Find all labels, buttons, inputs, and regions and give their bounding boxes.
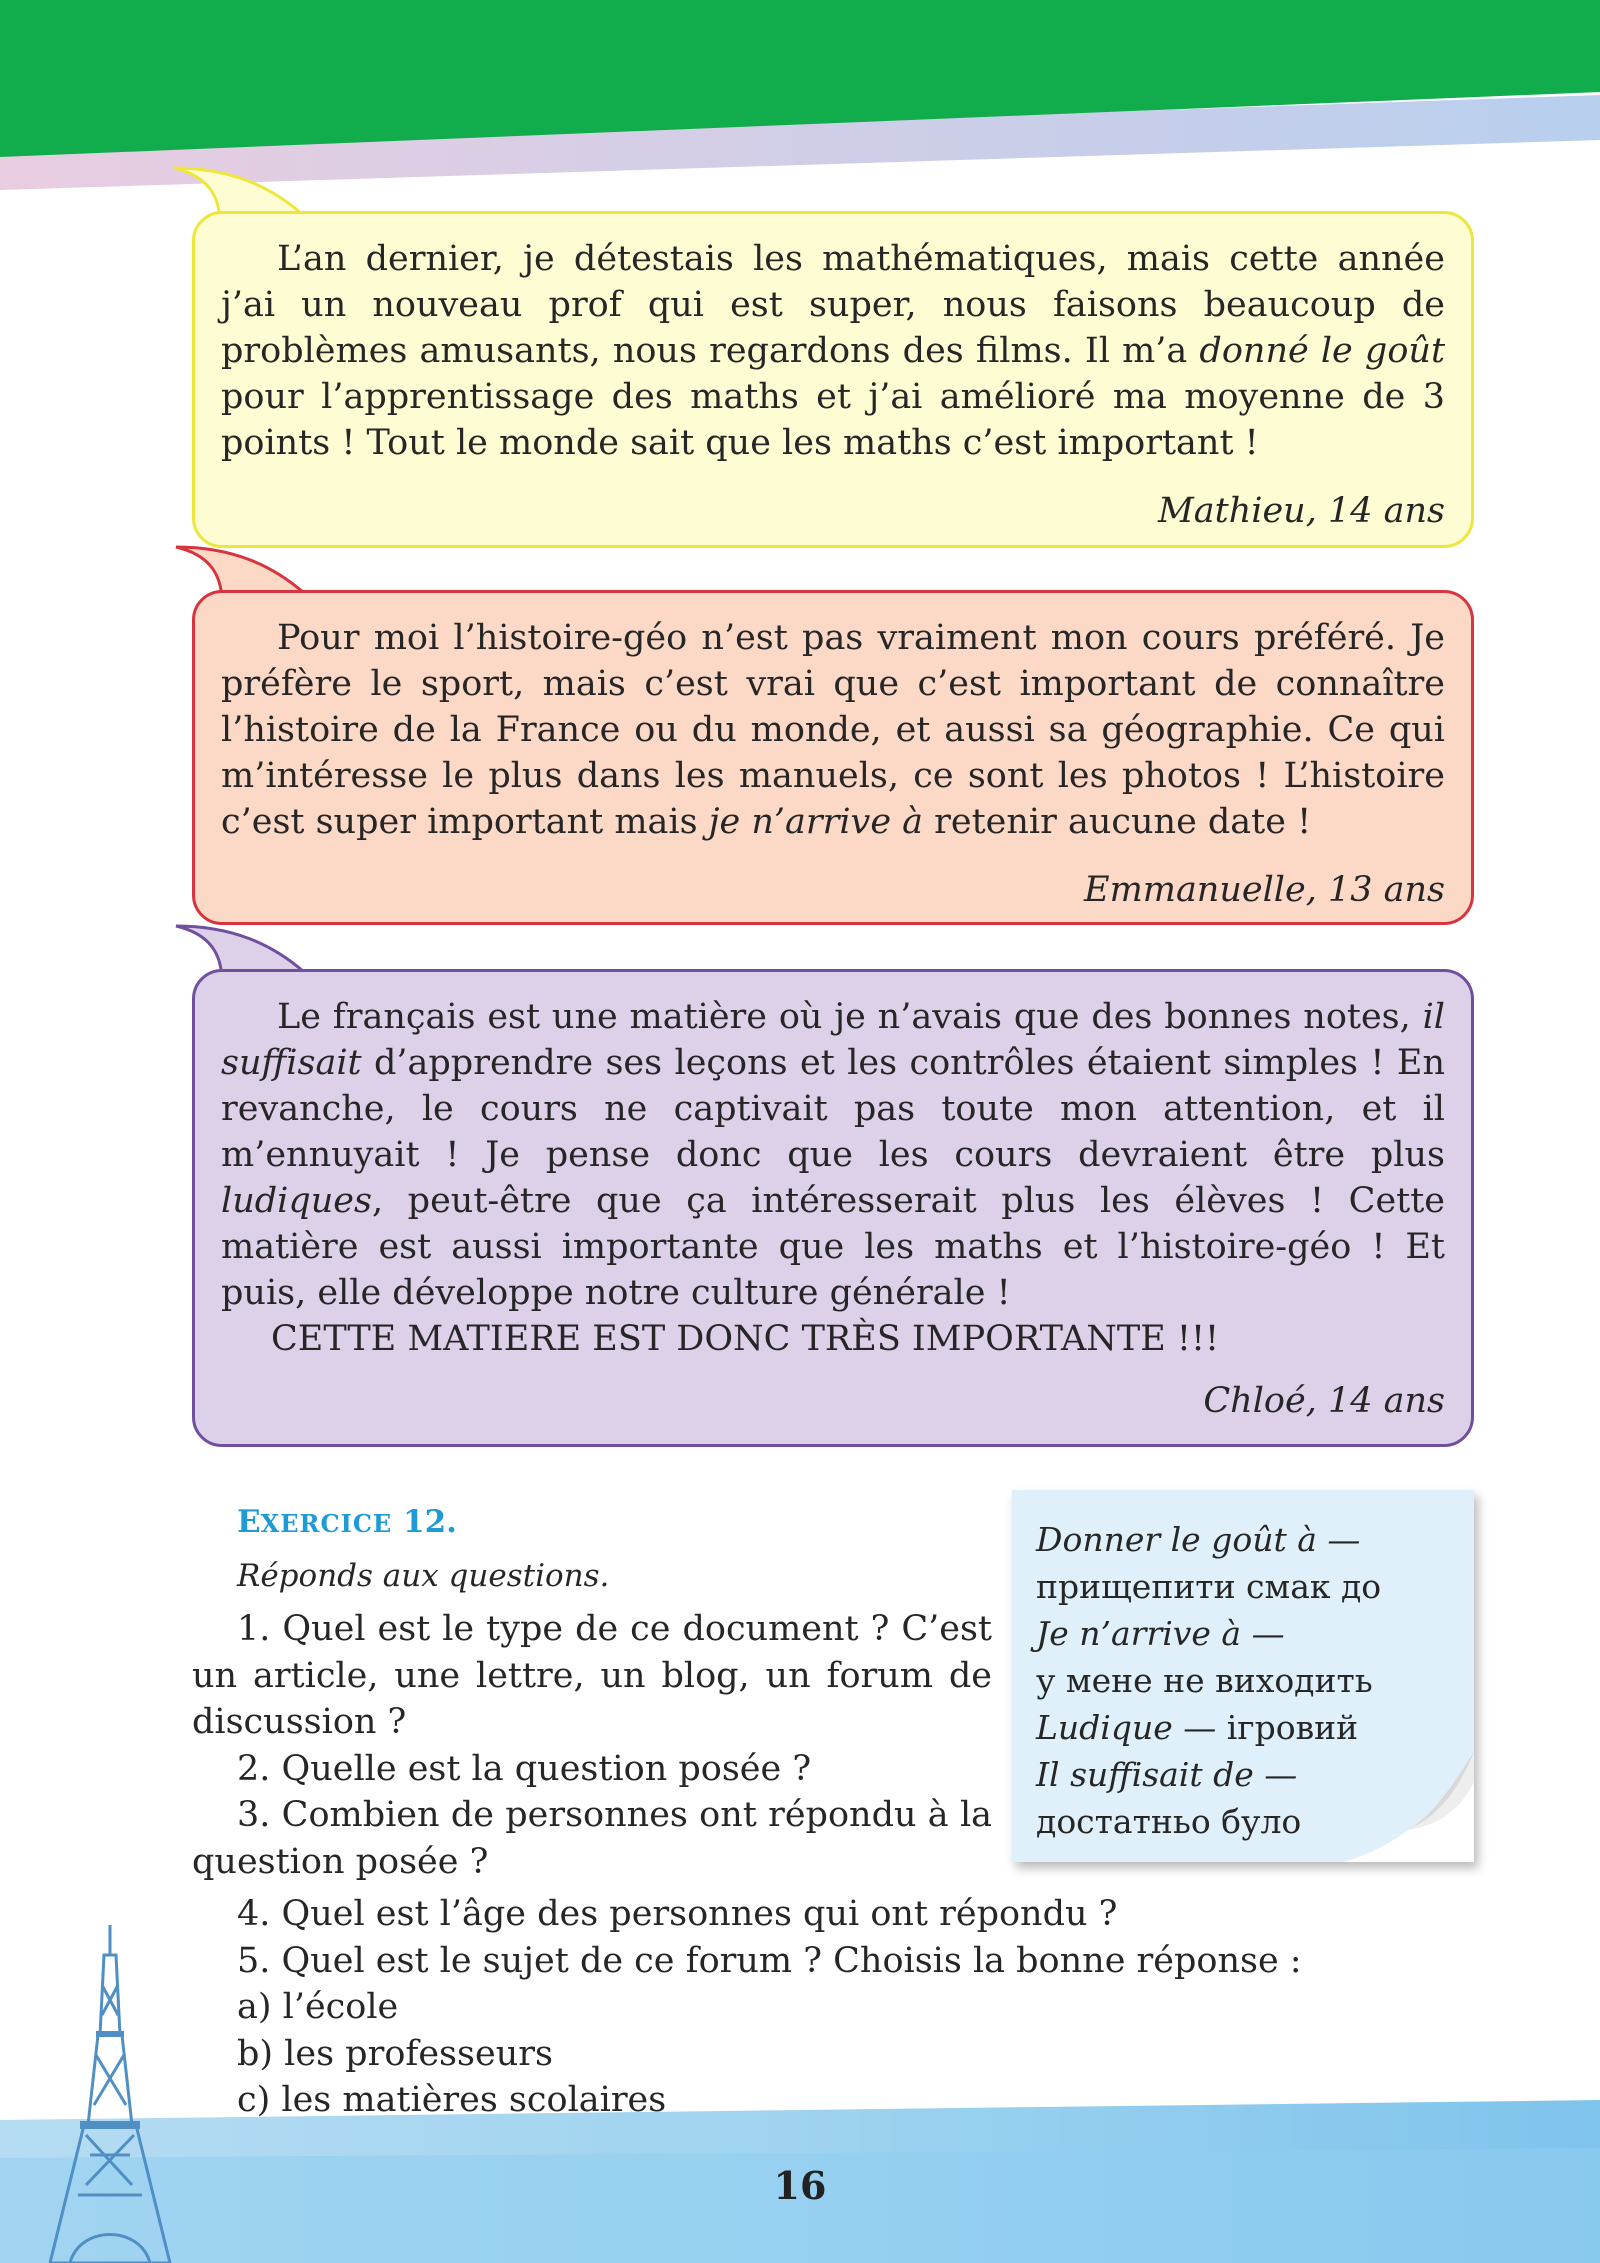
- comment-text: L’an dernier, je détestais les mathématiques, mais cette année j’ai un nouveau prof qui est super, nous faisons beaucoup de problèmes amusants, nous regardons des films. Il m’a donné le goût pour l’apprentissage des maths et j’ai amélioré ma moyenne de 3 points ! Tout le monde sait que les maths c’est important !: [221, 239, 1446, 463]
- eiffel-tower-icon: [40, 1925, 190, 2263]
- page-number: 16: [773, 2163, 827, 2208]
- comment-signature: Emmanuelle, 13 ans: [1084, 870, 1445, 910]
- question-item: 3. Combien de personnes ont répondu à la question posée ?: [192, 1795, 992, 1882]
- vocab-translation: достатньо було: [1036, 1802, 1302, 1841]
- comment-signature: Chloé, 14 ans: [1203, 1381, 1445, 1421]
- answer-option: c) les matières scolaires: [237, 2080, 667, 2120]
- vocab-translation: у мене не виходить: [1036, 1661, 1373, 1700]
- comment-emphasis: CETTE MATIERE EST DONC TRÈS IMPORTANTE !!!: [271, 1319, 1220, 1359]
- comment-text: Le français est une matière où je n’avais que des bonnes notes, il suffisait d’apprendre ses leçons et les contrôles étaient simples ! En revanche, le cours ne captivait pas toute mon attention, et il m’ennuyait ! Je pense donc que les cours devraient être plus ludiques, peut-être que ça intéresserait plus les élèves ! Cette matière est aussi importante que les maths et l’histoire-géo ! Et puis, elle développe notre culture générale !: [221, 997, 1445, 1313]
- question-item: 1. Quel est le type de ce document ? C’est un article, une lettre, un blog, un forum de discussion ?: [192, 1609, 992, 1742]
- exercise-title: EXERCICE 12.: [237, 1504, 457, 1540]
- vocab-term: Je n’arrive à —: [1036, 1614, 1285, 1653]
- answer-option: b) les professeurs: [237, 2033, 553, 2074]
- vocab-term: Donner le goût à —: [1036, 1520, 1361, 1559]
- answer-option: a) l’école: [237, 1987, 399, 2027]
- question-item: 2. Quelle est la question posée ?: [237, 1748, 812, 1789]
- vocab-translation: прищепити смак до: [1036, 1567, 1382, 1606]
- comment-bubble-mathieu: [192, 211, 1474, 548]
- vocabulary-note: [1012, 1490, 1474, 1862]
- comment-signature: Mathieu, 14 ans: [1157, 491, 1445, 531]
- question-item: 5. Quel est le sujet de ce forum ? Choisis la bonne réponse :: [237, 1940, 1302, 1981]
- question-item: 4. Quel est l’âge des personnes qui ont répondu ?: [237, 1894, 1118, 1934]
- page-curl-icon: [1324, 1752, 1474, 1862]
- vocab-term: Il suffisait de —: [1036, 1755, 1298, 1794]
- exercise-instruction: Réponds aux questions.: [237, 1558, 610, 1594]
- comment-text: Pour moi l’histoire-géo n’est pas vraiment mon cours préféré. Je préfère le sport, mais c’est vrai que c’est important de connaître l’histoire de la France ou du monde, et aussi sa géographie. Ce qui m’intéresse le plus dans les manuels, ce sont les photos ! L’histoire c’est super important mais je n’arrive à retenir aucune date !: [221, 618, 1445, 842]
- vocab-term-ludique: Ludique — ігровий: [1036, 1708, 1359, 1747]
- exercise-continued: [192, 1891, 1482, 2124]
- comment-bubble-emmanuelle: [192, 590, 1474, 925]
- exercise-section: [192, 1500, 992, 1885]
- comment-bubble-chloe: [192, 969, 1474, 1447]
